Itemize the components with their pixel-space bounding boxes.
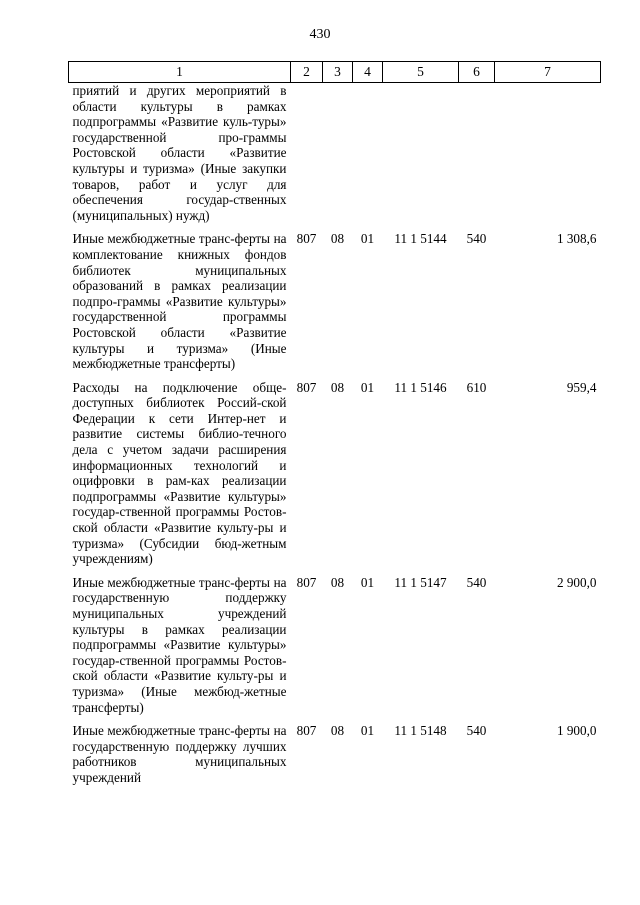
row-description: Иные межбюджетные транс-ферты на государственную поддержку муниципальных учреждений культуры в рамках реализации подпрограммы «Развитие культуры» государ-ственной программы Ростов-ской области «Развитие культу-ры и туризма» (Иные межбюд-жетные трансферты): [72, 574, 287, 715]
row-description: Расходы на подключение обще-доступных библиотек Россий-ской Федерации к сети Интер-нет и развитие системы библио-течного дела с учетом задачи расширения информационных технологий и оцифровки в рам-ках реализации подпрограммы «Развитие культуры» государ-ственной программы Ростов-ской области «Развитие культу-ры и туризма» (Субсидии бюд-жетным учреждениям): [72, 379, 287, 567]
row-code-section: [323, 83, 353, 232]
table-row: [69, 575, 601, 723]
row-code-subsection: 01: [360, 574, 375, 590]
column-header: 6: [459, 62, 495, 83]
row-code-target: [383, 83, 459, 232]
column-header: 1: [69, 62, 291, 83]
table-row: [69, 83, 601, 232]
row-amount: 1 308,6: [556, 231, 597, 247]
budget-table: [68, 61, 601, 794]
table-row: [69, 723, 601, 793]
row-amount: [495, 83, 601, 232]
column-header: 3: [323, 62, 353, 83]
row-code-ministry: 807: [296, 574, 317, 590]
row-code-expense-type: 540: [466, 723, 487, 739]
row-code-expense-type: 610: [466, 379, 487, 395]
row-description: приятий и других мероприятий в области культуры в рамках подпрограммы «Развитие куль-туры» государственной про-граммы Ростовской области «Развитие культуры и туризма» (Иные закупки товаров, работ и услуг для обеспечения государ-ственных (муниципальных) нужд): [72, 83, 287, 223]
table-row: [69, 380, 601, 575]
row-amount: 959,4: [566, 379, 597, 395]
row-code-expense-type: 540: [466, 574, 487, 590]
row-code-target: 11 1 5146: [394, 379, 447, 395]
row-description: Иные межбюджетные транс-ферты на комплектование книжных фондов библиотек муниципальных образований в рамках реализации подпро-граммы «Развитие культуры» государственной программы Ростовской области «Развитие культуры и туризма» (Иные межбюджетные трансферты): [72, 231, 287, 372]
column-header: 2: [291, 62, 323, 83]
row-code-section: 08: [330, 379, 345, 395]
table-row: [69, 231, 601, 379]
table-header-row: [69, 62, 601, 83]
row-amount: 1 900,0: [556, 723, 597, 739]
row-code-ministry: 807: [296, 379, 317, 395]
row-code-target: 11 1 5144: [394, 231, 447, 247]
row-code-subsection: [353, 83, 383, 232]
column-header: 7: [495, 62, 601, 83]
row-code-subsection: 01: [360, 723, 375, 739]
row-code-target: 11 1 5147: [394, 574, 447, 590]
row-code-expense-type: 540: [466, 231, 487, 247]
row-code-ministry: 807: [296, 231, 317, 247]
row-description: Иные межбюджетные транс-ферты на государственную поддержку лучших работников муниципальных учреждений: [72, 723, 287, 785]
row-amount: 2 900,0: [556, 574, 597, 590]
column-header: 4: [353, 62, 383, 83]
page-number: 430: [309, 27, 331, 42]
row-code-expense-type: [459, 83, 495, 232]
row-code-ministry: 807: [296, 723, 317, 739]
row-code-section: 08: [330, 231, 345, 247]
row-code-section: 08: [330, 574, 345, 590]
column-header: 5: [383, 62, 459, 83]
row-code-subsection: 01: [360, 379, 375, 395]
row-code-target: 11 1 5148: [394, 723, 447, 739]
row-code-section: 08: [330, 723, 345, 739]
row-code-subsection: 01: [360, 231, 375, 247]
row-code-ministry: [291, 83, 323, 232]
